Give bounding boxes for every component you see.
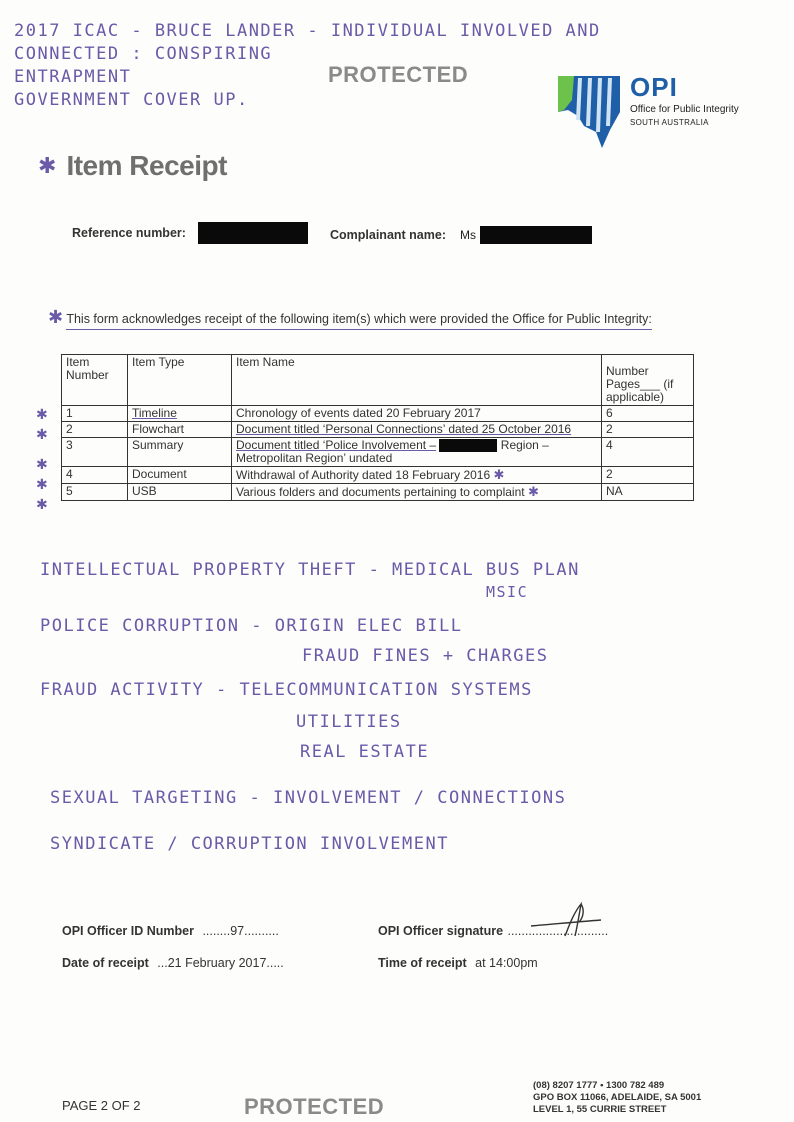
handwritten-note-1: INTELLECTUAL PROPERTY THEFT - MEDICAL BUS PLAN — [40, 560, 580, 580]
time-of-receipt-label: Time of receipt — [378, 956, 467, 970]
time-of-receipt-value: at 14:00pm — [475, 956, 538, 970]
row-number: 1 — [62, 406, 128, 422]
handwritten-header-line-3: ENTRAPMENT — [14, 67, 132, 87]
row-pages: NA — [602, 484, 694, 501]
row-pages: 2 — [602, 422, 694, 438]
handwritten-header-line-2: CONNECTED : CONSPIRING — [14, 44, 273, 64]
row-name — [232, 438, 602, 467]
handwritten-note-3: POLICE CORRUPTION - ORIGIN ELEC BILL — [40, 616, 463, 636]
date-of-receipt-field — [62, 954, 284, 972]
row-name-text-part-2: Region – Metropolitan Region’ undated — [236, 438, 549, 466]
row-name — [232, 484, 602, 501]
complainant-redaction — [480, 226, 592, 244]
handwritten-note-8: SEXUAL TARGETING - INVOLVEMENT / CONNECTIONS — [50, 788, 567, 808]
table-row — [62, 484, 694, 501]
officer-signature-mark — [525, 900, 635, 940]
date-of-receipt-label: Date of receipt — [62, 956, 149, 970]
header-number-pages: Number Pages___ (if applicable) — [602, 355, 694, 406]
officer-id-value: ........97.......... — [202, 924, 279, 938]
footer-protected-label: PROTECTED — [244, 1094, 385, 1119]
items-table-wrap — [61, 354, 694, 501]
officer-signature-label: OPI Officer signature — [378, 924, 504, 938]
footer-po-box: GPO BOX 11066, ADELAIDE, SA 5001 — [533, 1092, 702, 1103]
complainant-field — [330, 226, 592, 244]
row-name-text-part-1: Document titled ‘Police Involvement – — [236, 438, 437, 452]
star-mark-icon: ✱ — [36, 456, 48, 472]
row-pages: 6 — [602, 406, 694, 422]
star-mark-icon: ✱ — [38, 153, 57, 178]
star-mark-icon: ✱ — [48, 307, 64, 327]
star-mark-icon: ✱ — [36, 406, 48, 422]
opi-logo-region: SOUTH AUSTRALIA — [630, 118, 709, 127]
reference-field — [72, 222, 308, 244]
handwritten-header-line-1: 2017 ICAC - BRUCE LANDER - INDIVIDUAL INVOLVED AND — [14, 21, 601, 41]
row-name-text: Various folders and documents pertaining to complaint — [236, 485, 525, 500]
page-number: PAGE 2 OF 2 — [62, 1098, 141, 1113]
row-name-text: Document titled ‘Personal Connections’ dated 25 October 2016 — [236, 422, 572, 436]
row-type: Summary — [128, 438, 232, 467]
table-row — [62, 422, 694, 438]
complainant-label: Complainant name: — [330, 228, 446, 242]
row-type-text: Timeline — [132, 406, 177, 420]
row-type: USB — [128, 484, 232, 501]
handwritten-header-line-4: GOVERNMENT COVER UP. — [14, 90, 249, 110]
officer-id-label: OPI Officer ID Number — [62, 924, 194, 938]
reference-label: Reference number: — [72, 226, 186, 240]
signature-dotted-line: ............................. — [507, 924, 609, 938]
footer-phone: (08) 8207 1777 • 1300 782 489 — [533, 1080, 665, 1091]
margin-star-marks — [36, 404, 48, 514]
date-of-receipt-value: ...21 February 2017..... — [157, 956, 284, 970]
row-pages: 4 — [602, 438, 694, 467]
star-mark-icon: ✱ — [493, 467, 505, 483]
handwritten-note-7: REAL ESTATE — [300, 742, 430, 762]
officer-id-field — [62, 922, 279, 940]
footer-address: LEVEL 1, 55 CURRIE STREET — [533, 1104, 667, 1115]
acknowledgement-text: This form acknowledges receipt of the following item(s) which were provided the Office for Public Integrity: — [66, 312, 651, 330]
row-pages: 2 — [602, 467, 694, 484]
star-mark-icon: ✱ — [36, 476, 48, 492]
header-item-type: Item Type — [128, 355, 232, 406]
opi-logo-acronym: OPI — [630, 72, 678, 102]
reference-redaction — [198, 222, 308, 244]
row-name-text: Withdrawal of Authority dated 18 February 2016 — [236, 468, 491, 483]
row-type: Flowchart — [128, 422, 232, 438]
time-of-receipt-field — [378, 954, 538, 972]
row-number: 5 — [62, 484, 128, 501]
handwritten-header — [14, 20, 601, 112]
header-item-name: Item Name — [232, 355, 602, 406]
star-mark-icon: ✱ — [36, 496, 48, 512]
table-row — [62, 467, 694, 484]
handwritten-note-2: MSIC — [486, 583, 529, 601]
row-number: 4 — [62, 467, 128, 484]
opi-logo — [550, 70, 750, 150]
row-name — [232, 422, 602, 438]
table-header-row — [62, 355, 694, 406]
handwritten-note-4: FRAUD FINES + CHARGES — [302, 646, 549, 666]
acknowledgement — [48, 308, 738, 326]
page-title: Item Receipt — [66, 150, 227, 181]
items-table — [61, 354, 694, 501]
star-mark-icon: ✱ — [527, 484, 539, 500]
row-name: Chronology of events dated 20 February 2017 — [232, 406, 602, 422]
row-name-redaction — [439, 439, 497, 452]
title-row — [38, 150, 227, 182]
row-number: 3 — [62, 438, 128, 467]
table-row — [62, 438, 694, 467]
handwritten-note-6: UTILITIES — [296, 712, 402, 732]
header-item-number: Item Number — [62, 355, 128, 406]
table-row — [62, 406, 694, 422]
handwritten-note-9: SYNDICATE / CORRUPTION INVOLVEMENT — [50, 834, 449, 854]
row-number: 2 — [62, 422, 128, 438]
row-type: Document — [128, 467, 232, 484]
row-name — [232, 467, 602, 484]
star-mark-icon: ✱ — [36, 426, 48, 442]
complainant-prefix: Ms — [460, 228, 476, 242]
footer-contact — [533, 1080, 701, 1116]
handwritten-note-5: FRAUD ACTIVITY - TELECOMMUNICATION SYSTEMS — [40, 680, 533, 700]
opi-logo-name: Office for Public Integrity — [630, 104, 739, 115]
opi-map-graphic — [550, 70, 626, 150]
row-type — [128, 406, 232, 422]
header-protected-label: PROTECTED — [328, 62, 469, 87]
